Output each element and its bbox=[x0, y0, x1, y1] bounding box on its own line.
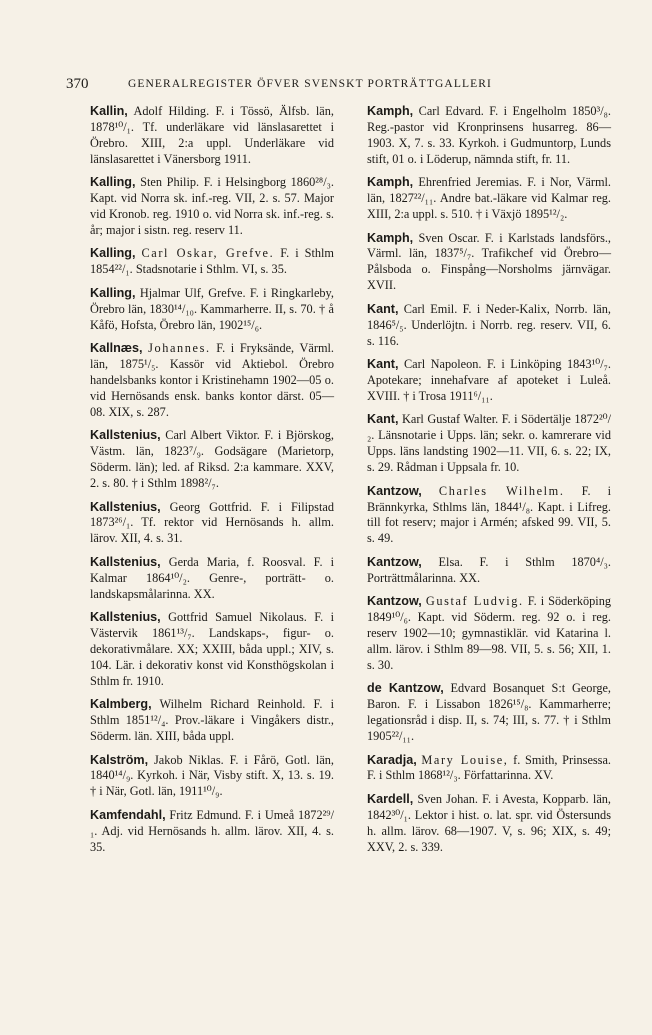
register-entry bbox=[367, 555, 611, 587]
entry-text: F. i Fårö, Gotl. län, 1840¹⁴/₉. Kyrkoh. i När, Visby stift. X, 13. s. 19. † i När, Gotl. län, 1911¹⁰/₉. bbox=[90, 752, 334, 799]
entry-surname: Kalling, bbox=[90, 285, 136, 300]
entry-surname: Kallstenius, bbox=[90, 499, 161, 514]
entry-given-names: Carl Edvard. bbox=[418, 104, 484, 118]
left-column bbox=[90, 104, 334, 863]
entry-given-names: Carl Albert Viktor. bbox=[165, 428, 260, 443]
register-entry bbox=[90, 808, 334, 856]
entry-given-names: Adolf Hilding. bbox=[133, 104, 210, 118]
entry-surname: Kalling, bbox=[90, 246, 136, 261]
register-entry bbox=[90, 428, 334, 492]
entry-given-names: Gerda Maria, bbox=[168, 554, 240, 569]
entry-text: F. i Södertälje 1872²⁰/₂. Länsnotarie i Upps. län; sekr. o. kamrerare vid Upps. läns landsting 1902—11. VII, 6. s. 22; IX, s. 29. Rådman i Uppsala fr. 10. bbox=[367, 412, 612, 475]
entry-text: f. Smith, Prinsessa. F. i Sthlm 1868¹²/₃. Författarinna. XV. bbox=[367, 752, 612, 783]
register-entry bbox=[90, 500, 334, 548]
entry-given-names: Sven Oscar. bbox=[418, 230, 480, 245]
entry-text: F. i Fryksände, Värml. län, 1875¹/₅. Kassör vid Aktiebol. Örebro handelsbanks kontor i Kristinehamn 1902—05 o. vid Hernösands ensk. banks kontor därst. 05—08. XIX, s. 287. bbox=[90, 341, 334, 419]
entry-surname: Kalmberg, bbox=[90, 697, 152, 712]
entry-text: F. i Linköping 1843¹⁰/₇. Apotekare; innehafvare af apoteket i Luleå. XVIII. † i Trosa 1911⁶/₁₁. bbox=[367, 357, 611, 403]
entry-surname: Kantzow, bbox=[367, 483, 422, 498]
entry-given-names: Fritz Edmund. bbox=[169, 807, 242, 822]
register-entry bbox=[90, 610, 334, 690]
entry-surname: Kantzow, bbox=[367, 594, 422, 609]
entry-given-names: Carl Napoleon. bbox=[403, 357, 482, 372]
entry-surname: Kant, bbox=[367, 357, 399, 372]
entry-given-names: Hjalmar Ulf, Grefve. bbox=[139, 285, 246, 300]
entry-surname: Kallstenius, bbox=[90, 428, 161, 443]
entry-surname: Kalling, bbox=[90, 175, 136, 190]
entry-text: F. i Tössö, Älfsb. län, 1878¹⁰/₁. Tf. underläkare vid länslasarettet i Örebro. XIII, 2:a uppl. Underläkare vid länslasarettet i Vänersborg 1911. bbox=[90, 104, 334, 166]
register-entry bbox=[90, 246, 334, 278]
register-entry bbox=[367, 681, 611, 745]
entry-given-names: Johannes. bbox=[148, 341, 211, 356]
entry-given-names: Charles Wilhelm. bbox=[438, 483, 565, 498]
entry-given-names: Gustaf Ludvig. bbox=[425, 594, 524, 609]
entry-given-names: Carl Oskar, Grefve. bbox=[141, 246, 275, 261]
entry-text: F. i Helsingborg 1860²⁸/₃. Kapt. vid Norra sk. inf.-reg. VII, 2. s. 57. Major vid Kronob. reg. 1910 o. vid Norra sk. inf.-reg. s. år; major i sistn. reg. reserv 11. bbox=[90, 175, 334, 237]
register-entry bbox=[367, 412, 611, 476]
entry-surname: Kallin, bbox=[90, 104, 128, 118]
register-entry bbox=[367, 792, 611, 856]
entry-text: F. i Brännkyrka, Sthlms län, 1844¹/₈. Kapt. i Lifreg. till fot reserv; major i Armén; afsked 99. VII, 5. s. 49. bbox=[367, 483, 612, 546]
entry-text: F. i Västervik 1861¹³/₇. Landskaps-, figur- o. dekorativmålare. XX; XXIII, båda uppl.; XIV, s. 104. Lär. i dekorativ konst vid Konsthögskolan i Sthlm fr. 1910. bbox=[90, 610, 334, 688]
entry-surname: Karadja, bbox=[367, 752, 417, 767]
entry-text: F. i Sthlm 1870⁴/₃. Porträttmålarinna. XX. bbox=[367, 554, 612, 585]
right-column bbox=[367, 104, 611, 863]
register-entry bbox=[90, 104, 334, 168]
entry-given-names: Georg Gottfrid. bbox=[169, 499, 252, 514]
register-entry bbox=[367, 594, 611, 674]
entry-surname: Kamph, bbox=[367, 230, 414, 245]
entry-surname: Kamph, bbox=[367, 104, 414, 118]
entry-text: F. i Nor, Värml. län, 1827²²/₁₁. Andre bat.-läkare vid Kalmar reg. XIII, 2:a uppl. s. 510. † i Växjö 1895¹²/₂. bbox=[367, 175, 611, 222]
register-entry bbox=[90, 175, 334, 239]
entry-surname: de Kantzow, bbox=[367, 681, 444, 696]
entry-given-names: Ehrenfried Jeremias. bbox=[418, 175, 523, 190]
entry-text: F. i Björskog, Västm. län, 1823⁷/₉. Godsägare (Marietorp, Söderm. län); led. af Riksd. 2:a kammare. XXV, 2. s. 80. † i Sthlm 1898²/₇. bbox=[90, 428, 334, 490]
entry-surname: Kamfendahl, bbox=[90, 807, 166, 822]
entry-text: F. i Filipstad 1873²⁶/₁. Tf. rektor vid Hernösands h. allm. lärov. XII, 4. s. 31. bbox=[90, 499, 334, 546]
entry-given-names: Gottfrid Samuel Nikolaus. bbox=[168, 610, 307, 625]
entry-surname: Kardell, bbox=[367, 791, 414, 806]
entry-given-names: Mary Louise, bbox=[421, 752, 509, 767]
entry-given-names: Edvard Bosanquet S:t George, Baron. bbox=[367, 681, 612, 712]
entry-surname: Kallnæs, bbox=[90, 341, 143, 356]
register-entry bbox=[90, 753, 334, 801]
register-entry bbox=[367, 231, 611, 295]
entry-text: F. i Lissabon 1826¹⁵/₈. Kammarherre; legationsråd i disp. II, s. 74; III, s. 77. † i Sthlm 1905²²/₁₁. bbox=[367, 697, 611, 744]
entry-surname: Kamph, bbox=[367, 175, 414, 190]
register-entry bbox=[90, 555, 334, 603]
entry-given-names: Elsa. bbox=[438, 554, 463, 569]
entry-text: F. i Sthlm 1851¹²/₄. Prov.-läkare i Vingåkers distr., Söderm. län. XIII, båda uppl. bbox=[90, 697, 334, 744]
register-entry bbox=[367, 753, 611, 785]
entry-given-names: Carl Emil. bbox=[403, 301, 458, 316]
entry-surname: Kantzow, bbox=[367, 554, 422, 569]
entry-text: F. i Neder-Kalix, Norrb. län, 1846⁵/₅. Underlöjtn. i Norrb. reg. reserv. VII, 6. s. 116. bbox=[367, 301, 611, 348]
register-entry bbox=[90, 286, 334, 334]
page-number: 370 bbox=[66, 76, 89, 92]
register-entry bbox=[367, 104, 611, 168]
register-entry bbox=[367, 357, 611, 405]
entry-text: f. Roosval. F. i Kalmar 1864¹⁰/₂. Genre-, porträtt- o. landskapsmålarinna. XX. bbox=[90, 554, 334, 601]
entry-given-names: Wilhelm Richard Reinhold. bbox=[159, 697, 306, 712]
entry-surname: Kant, bbox=[367, 301, 399, 316]
entry-surname: Kalström, bbox=[90, 752, 149, 767]
entry-text: F. i Engelholm 1850³/₈. Reg.-pastor vid Kronprinsens husarreg. 86—1903. X, 7. s. 33. Kyrkoh. i Gudmuntorp, Lunds stift, 01 o. i Löderup, nämnda stift, fr. 11. bbox=[367, 104, 611, 166]
entry-surname: Kallstenius, bbox=[90, 610, 161, 625]
entry-given-names: Sten Philip. bbox=[140, 175, 200, 190]
entry-text: F. i Avesta, Kopparb. län, 1842³⁰/₁. Lektor i hist. o. lat. spr. vid Östersunds h. allm. lärov. 68—1907. V, s. 96; XIX, s. 49; XXV, 2. s. 339. bbox=[367, 791, 612, 854]
register-entry bbox=[90, 341, 334, 421]
entry-text: F. i Ringkarleby, Örebro län, 1830¹⁴/₁₀. Kammarherre. II, s. 70. † å Kåfö, Hofsta, Örebro län, 1902¹⁵/₆. bbox=[90, 285, 334, 332]
register-entry bbox=[90, 697, 334, 745]
entry-text: F. i Sthlm 1854²²/₁. Stadsnotarie i Sthlm. VI, s. 35. bbox=[90, 246, 334, 277]
entry-text: F. i Söderköping 1849¹⁰/₆. Kapt. vid Söderm. reg. 92 o. i reg. reserv 1902—10; gymnastiklär. vid Katarina l. allm. lärov. i Sthlm 89—98. VII, 5. s. 56; XII, 1. s. 30. bbox=[367, 594, 611, 672]
entry-given-names: Karl Gustaf Walter. bbox=[401, 412, 499, 427]
running-title: GENERALREGISTER ÖFVER SVENSKT PORTRÄTTGALLERI bbox=[128, 78, 492, 90]
register-entry bbox=[367, 302, 611, 350]
register-entry bbox=[367, 484, 611, 548]
entry-given-names: Sven Johan. bbox=[417, 791, 478, 806]
entry-given-names: Jakob Niklas. bbox=[153, 752, 224, 767]
entry-surname: Kallstenius, bbox=[90, 554, 161, 569]
page-header bbox=[66, 76, 596, 96]
entry-text: F. i Karlstads landsförs., Värml. län, 1837⁵/₇. Trafikchef vid Örebro—Pålsboda o. Finspång—Norsholms järnvägar. XVII. bbox=[367, 230, 611, 293]
entry-surname: Kant, bbox=[367, 412, 399, 427]
register-entry bbox=[367, 175, 611, 223]
entry-text: F. i Umeå 1872²⁹/₁. Adj. vid Hernösands h. allm. lärov. XII, 4. s. 35. bbox=[90, 807, 334, 854]
